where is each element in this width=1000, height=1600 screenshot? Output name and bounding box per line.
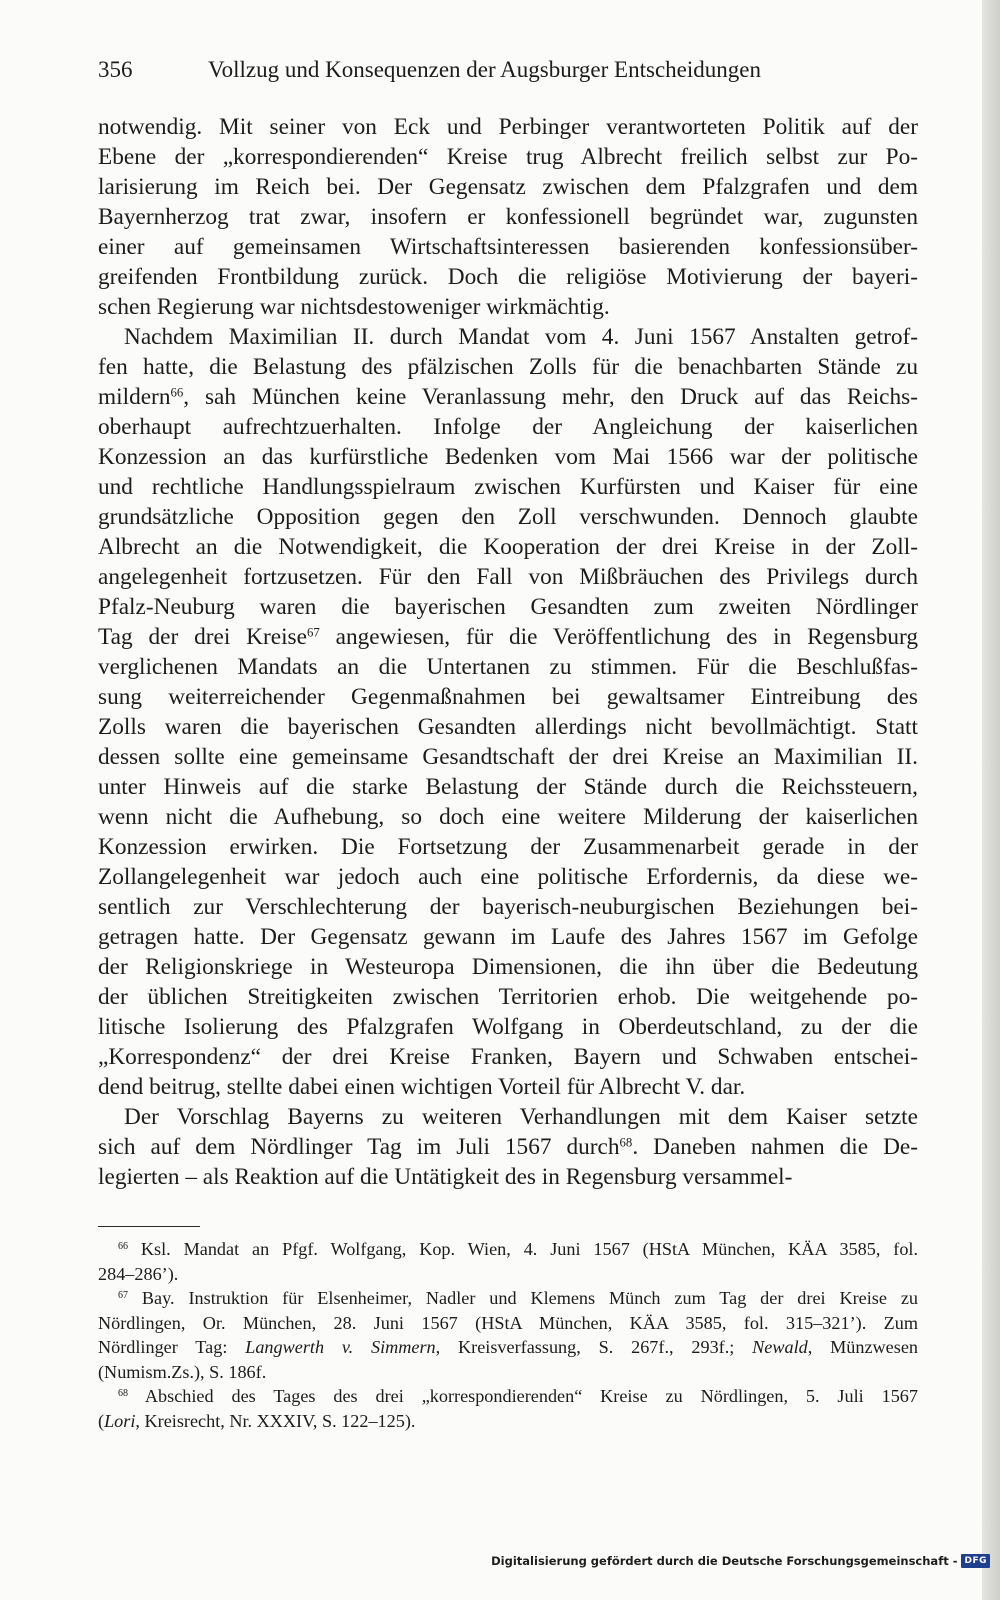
footnote bbox=[98, 1286, 918, 1384]
text-line: litische Isolierung des Pfalzgrafen Wolfgang in Oberdeutschland, zu der die bbox=[98, 1014, 918, 1040]
footnote-separator bbox=[98, 1226, 200, 1227]
footnote-line: $^{66}$ Ksl. Mandat an Pfgf. Wolfgang, Kop. Wien, 4. Juni 1567 (HStA München, KÄA 3585, fol. bbox=[118, 1239, 919, 1259]
text-line: einer auf gemeinsamen Wirtschaftsinteressen basierenden konfessionsüber- bbox=[98, 234, 918, 260]
italic-author: Lori bbox=[104, 1410, 136, 1431]
footnote-ref: 67 bbox=[306, 625, 320, 640]
text-line: Albrecht an die Notwendigkeit, die Kooperation der drei Kreise in der Zoll- bbox=[98, 534, 918, 560]
digitization-credit bbox=[491, 1552, 990, 1570]
text-line: Tag der drei Kreise$^{67}$ angewiesen, für die Veröffentlichung des in Regensburg bbox=[98, 624, 918, 650]
text-line: Pfalz-Neuburg waren die bayerischen Gesandten zum zweiten Nördlinger bbox=[98, 594, 918, 620]
text-line: der üblichen Streitigkeiten zwischen Territorien erhob. Die weitgehende po- bbox=[98, 984, 918, 1010]
page-header bbox=[98, 52, 910, 88]
page-number: 356 bbox=[98, 57, 133, 82]
text-line: wenn nicht die Aufhebung, so doch eine weitere Milderung der kaiserlichen bbox=[98, 804, 918, 830]
text-line: Der Vorschlag Bayerns zu weiteren Verhandlungen mit dem Kaiser setzte bbox=[124, 1104, 918, 1130]
italic-author: Newald bbox=[752, 1337, 808, 1357]
text-line: grundsätzliche Opposition gegen den Zoll verschwunden. Dennoch glaubte bbox=[98, 504, 918, 530]
text-line: larisierung im Reich bei. Der Gegensatz zwischen dem Pfalzgrafen und dem bbox=[98, 174, 918, 200]
text-line: Konzession erwirken. Die Fortsetzung der Zusammenarbeit gerade in der bbox=[98, 834, 918, 860]
text-line: und rechtliche Handlungsspielraum zwischen Kurfürsten und Kaiser für eine bbox=[98, 474, 918, 500]
paragraph bbox=[98, 322, 918, 1102]
footnote-line: (Numism.Zs.), S. 186f. bbox=[98, 1361, 267, 1382]
footnote-number: 68 bbox=[118, 1388, 128, 1399]
footnote-number: 67 bbox=[118, 1290, 128, 1301]
footnote-ref: 68 bbox=[619, 1135, 633, 1150]
footnote bbox=[98, 1237, 918, 1286]
running-head: Vollzug und Konsequenzen der Augsburger Entscheidungen bbox=[208, 57, 761, 82]
text-line: oberhaupt aufrechtzuerhalten. Infolge der Angleichung der kaiserlichen bbox=[98, 414, 918, 440]
footnotes bbox=[98, 1237, 918, 1433]
text-line: greifenden Frontbildung zurück. Doch die religiöse Motivierung der bayeri- bbox=[98, 264, 918, 290]
paragraph bbox=[98, 112, 918, 322]
footnote-line: $^{67}$ Bay. Instruktion für Elsenheimer, Nadler und Klemens Münch zum Tag der drei Kreise zu bbox=[118, 1288, 918, 1308]
text-line: dessen sollte eine gemeinsame Gesandtschaft der drei Kreise an Maximilian II. bbox=[98, 744, 918, 770]
text-line: dend beitrug, stellte dabei einen wichtigen Vorteil für Albrecht V. dar. bbox=[98, 1074, 746, 1100]
text-line: mildern$^{66}$, sah München keine Veranlassung mehr, den Druck auf das Reichs- bbox=[98, 384, 918, 410]
footnote-line: 284–286’). bbox=[98, 1263, 179, 1284]
text-line: Bayernherzog trat zwar, insofern er konfessionell begründet war, zugunsten bbox=[98, 204, 918, 230]
footnote-number: 66 bbox=[118, 1241, 128, 1252]
text-line: sentlich zur Verschlechterung der bayerisch-neuburgischen Beziehungen bei- bbox=[98, 894, 918, 920]
text-line: angelegenheit fortzusetzen. Für den Fall von Mißbräuchen des Privilegs durch bbox=[98, 564, 918, 590]
text-line: verglichenen Mandats an die Untertanen zu stimmen. Für die Beschlußfas- bbox=[98, 654, 918, 680]
main-text bbox=[98, 112, 918, 1192]
text-line: sich auf dem Nördlinger Tag im Juli 1567 durch$^{68}$. Daneben nahmen die De- bbox=[98, 1134, 919, 1160]
paragraph bbox=[98, 1102, 918, 1192]
text-line: unter Hinweis auf die starke Belastung der Stände durch die Reichssteuern, bbox=[98, 774, 918, 800]
text-line: Ebene der „korrespondierenden“ Kreise trug Albrecht freilich selbst zur Po- bbox=[98, 144, 918, 170]
text-line: notwendig. Mit seiner von Eck und Perbinger verantworteten Politik auf der bbox=[98, 114, 918, 140]
text-line: Konzession an das kurfürstliche Bedenken vom Mai 1566 war der politische bbox=[98, 444, 918, 470]
text-line: fen hatte, die Belastung des pfälzischen Zolls für die benachbarten Stände zu bbox=[98, 354, 918, 380]
footnote bbox=[98, 1384, 918, 1433]
footnote-line: Nördlingen, Or. München, 28. Juni 1567 (HStA München, KÄA 3585, fol. 315–321’). Zum bbox=[98, 1312, 918, 1333]
text-line: sung weiterreichender Gegenmaßnahmen bei gewaltsamer Eintreibung des bbox=[98, 684, 918, 710]
text-line: legierten – als Reaktion auf die Untätigkeit des in Regensburg versammel- bbox=[98, 1164, 793, 1190]
dfg-logo-icon: DFG bbox=[961, 1554, 990, 1568]
text-line: „Korrespondenz“ der drei Kreise Franken, Bayern und Schwaben entschei- bbox=[98, 1044, 918, 1070]
footnote-line: (Lori, Kreisrecht, Nr. XXXIV, S. 122–125). bbox=[98, 1410, 416, 1431]
italic-author: Langwerth v. Simmern bbox=[245, 1337, 436, 1357]
text-line: Zollangelegenheit war jedoch auch eine politische Erfordernis, da diese we- bbox=[98, 864, 918, 890]
text-line: getragen hatte. Der Gegensatz gewann im Laufe des Jahres 1567 im Gefolge bbox=[98, 924, 918, 950]
credit-text: Digitalisierung gefördert durch die Deutsche Forschungsgemeinschaft - bbox=[491, 1554, 958, 1568]
scan-edge-shadow bbox=[982, 0, 1000, 1600]
footnote-line: $^{68}$ Abschied des Tages des drei „korrespondierenden“ Kreise zu Nördlingen, 5. Juli 1567 bbox=[118, 1386, 918, 1406]
text-line: schen Regierung war nichtsdestoweniger wirkmächtig. bbox=[98, 294, 610, 320]
text-line: Zolls waren die bayerischen Gesandten allerdings nicht bevollmächtigt. Statt bbox=[98, 714, 918, 740]
footnote-line: Nördlinger Tag: Langwerth v. Simmern, Kreisverfassung, S. 267f., 293f.; Newald, Münzwesen bbox=[98, 1337, 919, 1357]
footnote-ref: 66 bbox=[170, 385, 184, 400]
text-line: der Religionskriege in Westeuropa Dimensionen, die ihn über die Bedeutung bbox=[98, 954, 918, 980]
text-line: Nachdem Maximilian II. durch Mandat vom 4. Juni 1567 Anstalten getrof- bbox=[124, 324, 918, 350]
